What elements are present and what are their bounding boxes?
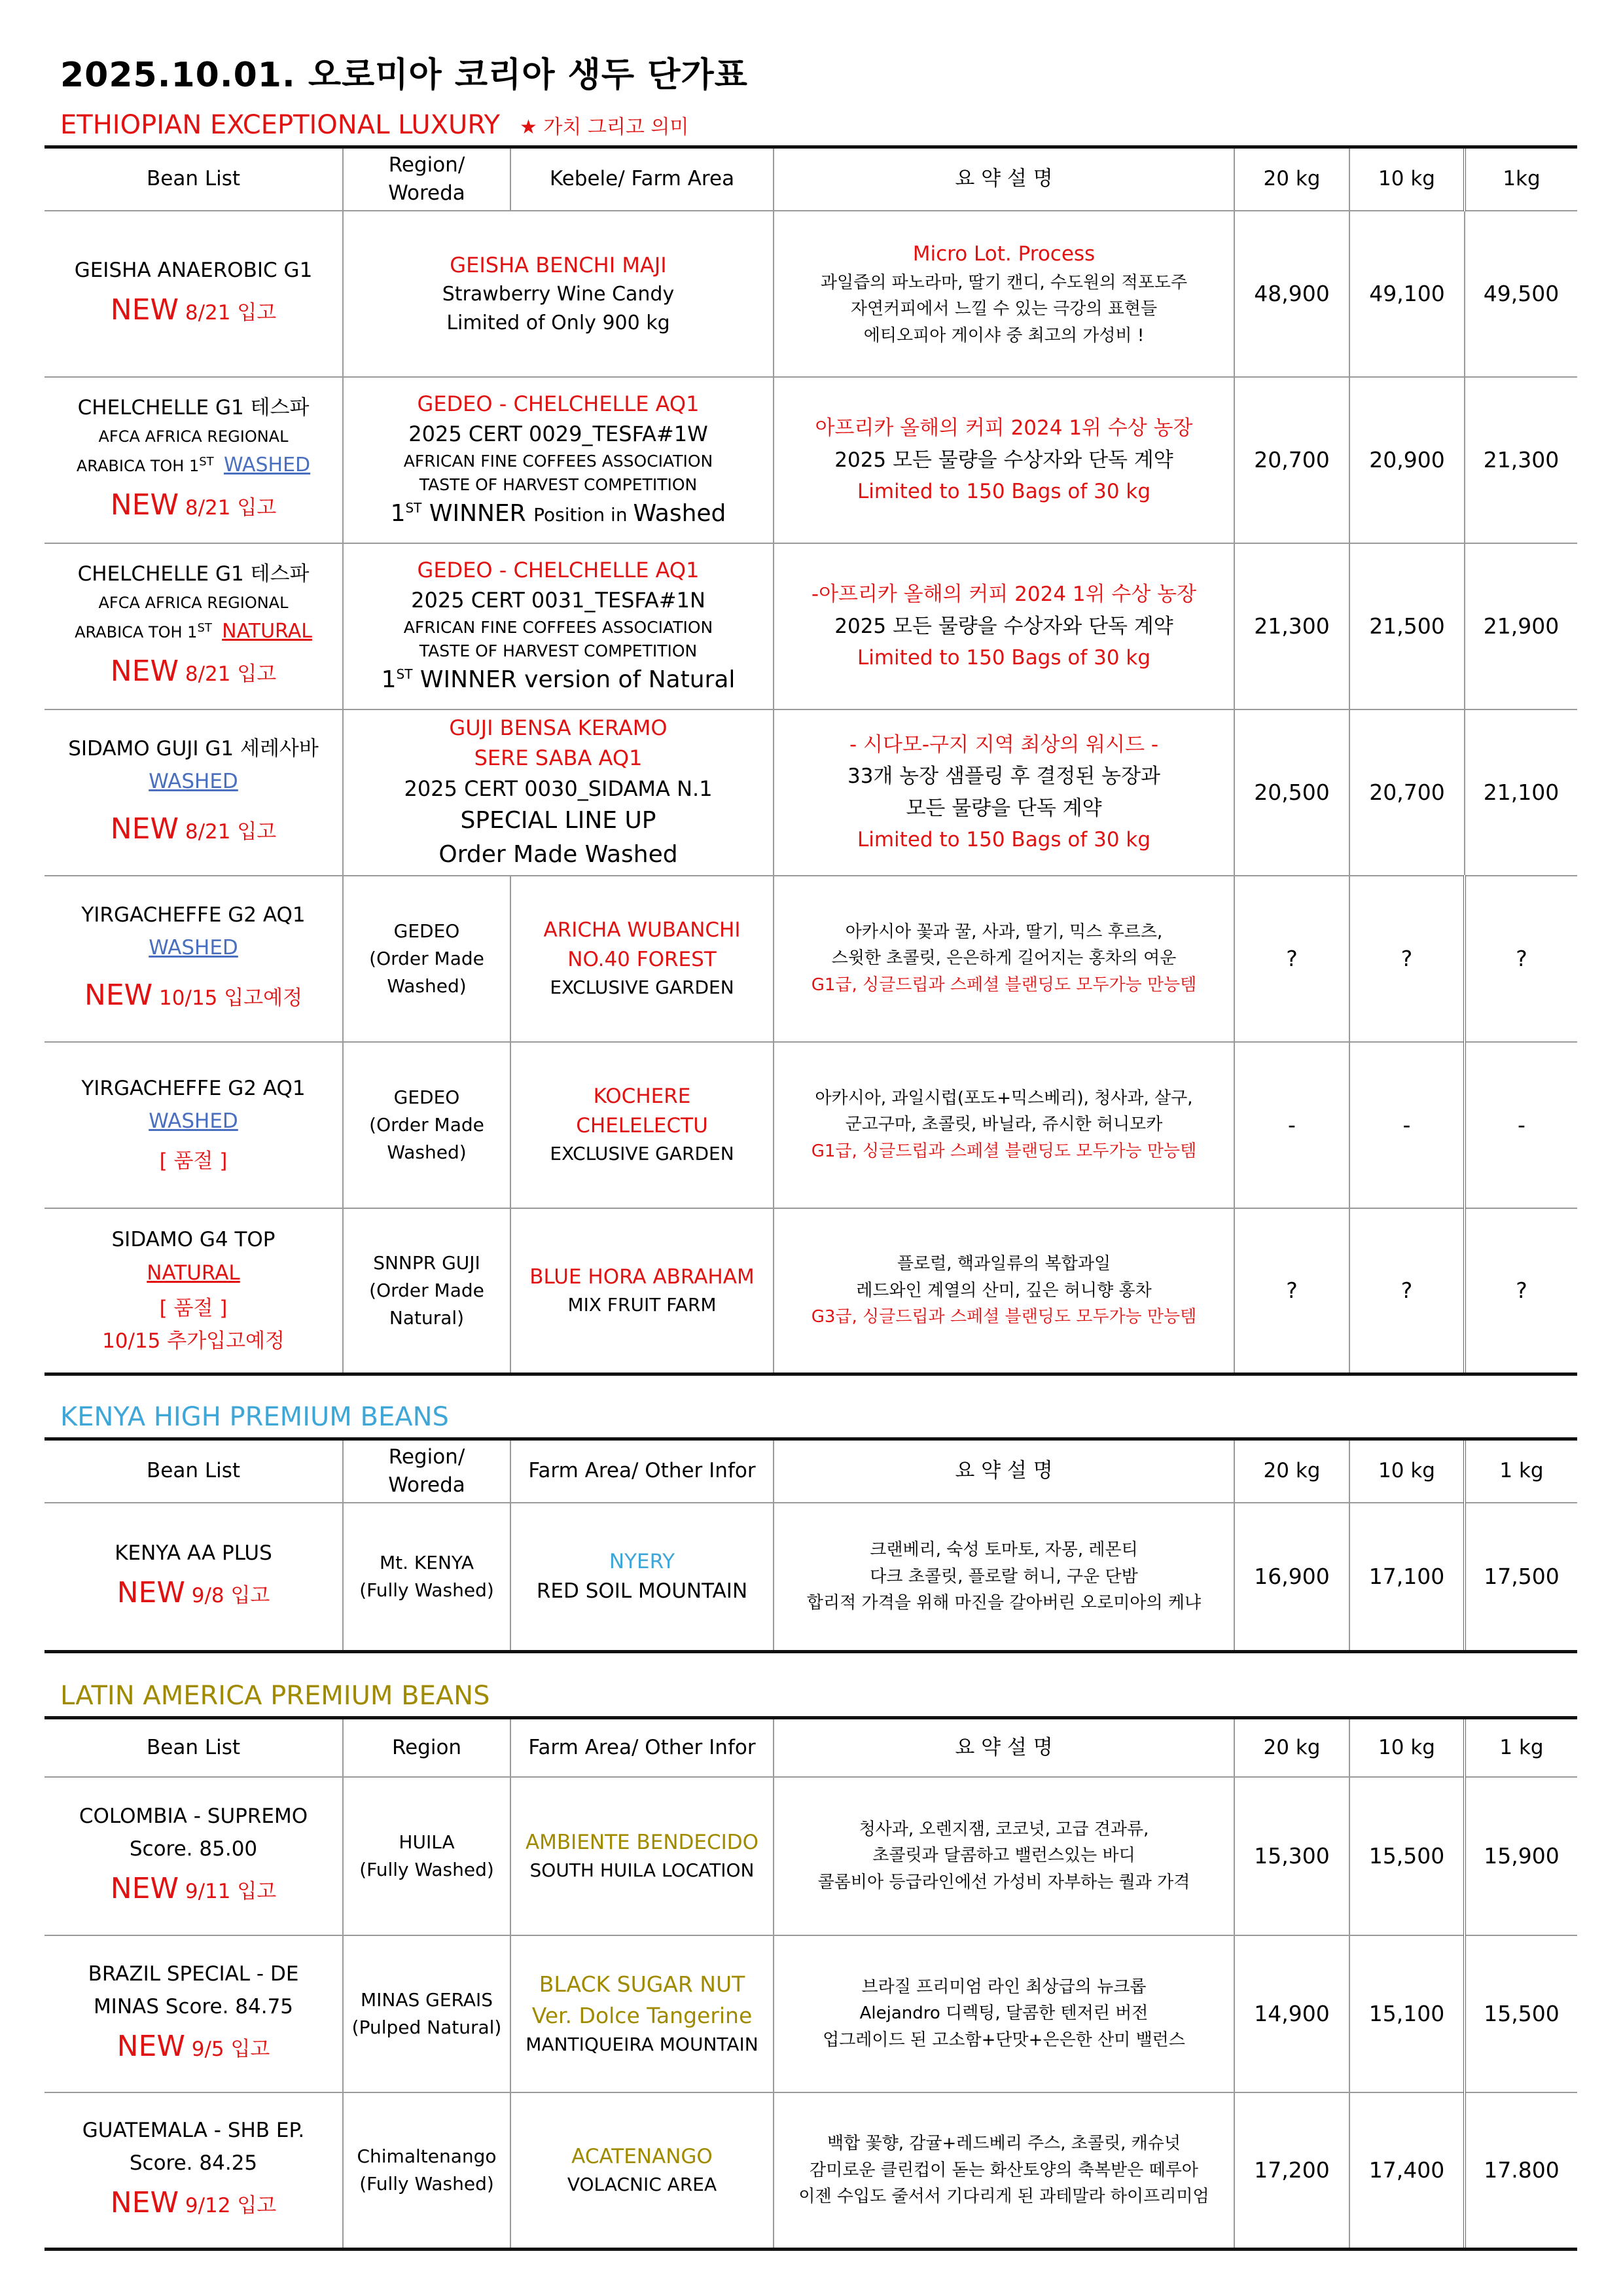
new-badge: NEW — [110, 654, 179, 688]
col-header-region: Region — [343, 1718, 510, 1777]
price-20kg: 14,900 — [1234, 1935, 1349, 2092]
price-1kg: 21,900 — [1465, 543, 1577, 709]
bean-cell: BRAZIL SPECIAL - DE MINAS Score. 84.75 NEW 9/5 입고 — [45, 1935, 343, 2092]
table-row — [45, 2092, 1577, 2250]
col-header-farm: Farm Area/ Other Infor — [510, 1439, 774, 1503]
table-row — [45, 1208, 1577, 1374]
new-badge: NEW — [84, 978, 153, 1013]
col-header-10kg: 10 kg — [1349, 1439, 1465, 1503]
bean-cell: CHELCHELLE G1 테스파 AFCA AFRICA REGIONAL ARABICA TOH 1ST NATURAL NEW 8/21 입고 — [45, 543, 343, 709]
col-header-desc: 요 약 설 명 — [774, 147, 1234, 211]
price-1kg: 17,500 — [1465, 1503, 1577, 1652]
price-1kg: - — [1465, 1042, 1577, 1208]
price-1kg: ? — [1465, 1208, 1577, 1374]
table-row — [45, 876, 1577, 1042]
farm-cell: BLACK SUGAR NUT Ver. Dolce Tangerine MANTIQUEIRA MOUNTAIN — [510, 1935, 774, 2092]
table-row — [45, 377, 1577, 543]
farm-cell: AMBIENTE BENDECIDO SOUTH HUILA LOCATION — [510, 1777, 774, 1935]
description-cell: 아프리카 올해의 커피 2024 1위 수상 농장 2025 모든 물량을 수상자와 단독 계약 Limited to 150 Bags of 30 kg — [774, 377, 1234, 543]
farm-cell: ACATENANGO VOLACNIC AREA — [510, 2092, 774, 2250]
new-badge: NEW — [110, 1872, 179, 1906]
price-20kg: 21,300 — [1234, 543, 1349, 709]
col-header-20kg: 20 kg — [1234, 147, 1349, 211]
new-badge: NEW — [116, 2030, 185, 2064]
region-cell: MINAS GERAIS (Pulped Natural) — [343, 1935, 510, 2092]
bean-cell: SIDAMO GUJI G1 세레사바 WASHED NEW 8/21 입고 — [45, 709, 343, 876]
col-header-1kg: 1 kg — [1465, 1439, 1577, 1503]
price-20kg: 17,200 — [1234, 2092, 1349, 2250]
col-header-bean: Bean List — [45, 147, 343, 211]
price-10kg: ? — [1349, 1208, 1465, 1374]
arrival-date: 8/21 입고 — [185, 301, 277, 325]
price-1kg: 15,500 — [1465, 1935, 1577, 2092]
price-20kg: - — [1234, 1042, 1349, 1208]
arrival-date: 8/21 입고 — [185, 662, 277, 686]
new-badge: NEW — [116, 1576, 185, 1610]
price-1kg: 21,100 — [1465, 709, 1577, 876]
price-10kg: ? — [1349, 876, 1465, 1042]
price-10kg: 20,900 — [1349, 377, 1465, 543]
arrival-date: 9/8 입고 — [191, 1584, 270, 1608]
table-header-row — [45, 147, 1577, 211]
col-header-region: Region/ Woreda — [343, 1439, 510, 1503]
soldout-badge: [ 품절 ] — [159, 1149, 228, 1173]
description-cell: -아프리카 올해의 커피 2024 1위 수상 농장 2025 모든 물량을 수상자와 단독 계약 Limited to 150 Bags of 30 kg — [774, 543, 1234, 709]
new-badge: NEW — [110, 293, 179, 327]
bean-cell: GEISHA ANAEROBIC G1 NEW 8/21 입고 — [45, 211, 343, 377]
region-cell: SNNPR GUJI (Order Made Natural) — [343, 1208, 510, 1374]
col-header-20kg: 20 kg — [1234, 1439, 1349, 1503]
price-10kg: 17,400 — [1349, 2092, 1465, 2250]
section-kenya-title: KENYA HIGH PREMIUM BEANS — [60, 1402, 449, 1432]
region-cell: GEDEO (Order Made Washed) — [343, 876, 510, 1042]
table-row — [45, 543, 1577, 709]
soldout-badge: [ 품절 ] — [159, 1296, 228, 1320]
col-header-1kg: 1kg — [1465, 147, 1577, 211]
new-badge: NEW — [110, 488, 179, 522]
bean-cell: GUATEMALA - SHB EP. Score. 84.25 NEW 9/12 입고 — [45, 2092, 343, 2250]
table-row — [45, 211, 1577, 377]
ethiopia-price-table — [45, 145, 1577, 1376]
document-title: 2025.10.01. 오로미아 코리아 생두 단가표 — [60, 56, 748, 95]
col-header-1kg: 1 kg — [1465, 1718, 1577, 1777]
price-10kg: 49,100 — [1349, 211, 1465, 377]
col-header-10kg: 10 kg — [1349, 147, 1465, 211]
price-20kg: ? — [1234, 876, 1349, 1042]
col-header-bean: Bean List — [45, 1718, 343, 1777]
table-header-row — [45, 1439, 1577, 1503]
process-label: WASHED — [149, 935, 238, 960]
table-row — [45, 1042, 1577, 1208]
table-row — [45, 1503, 1577, 1652]
col-header-10kg: 10 kg — [1349, 1718, 1465, 1777]
region-cell: Chimaltenango (Fully Washed) — [343, 2092, 510, 2250]
description-cell: 플로럴, 핵과일류의 복합과일 레드와인 계열의 산미, 깊은 허니향 홍차 G3급, 싱글드립과 스페셜 블랜딩도 모두가능 만능템 — [774, 1208, 1234, 1374]
description-cell: 백합 꽃향, 감귤+레드베리 주스, 초콜릿, 캐슈넛 감미로운 클린컵이 돋는 화산토양의 축복받은 떼루아 이젠 수입도 줄서서 기다리게 된 과테말라 하이프리미엄 — [774, 2092, 1234, 2250]
latin-price-table — [45, 1716, 1577, 2251]
price-10kg: 15,100 — [1349, 1935, 1465, 2092]
new-badge: NEW — [110, 812, 179, 846]
region-cell: HUILA (Fully Washed) — [343, 1777, 510, 1935]
arrival-date: 10/15 입고예정 — [159, 986, 303, 1011]
description-cell: 청사과, 오렌지잼, 코코넛, 고급 견과류, 초콜릿과 달콤하고 밸런스있는 바디 콜롬비아 등급라인에선 가성비 자부하는 퀄과 가격 — [774, 1777, 1234, 1935]
description-cell: Micro Lot. Process 과일즙의 파노라마, 딸기 캔디, 수도원의 적포도주 자연커피에서 느낄 수 있는 극강의 표현들 에티오피아 게이샤 중 최고의 가성비 ! — [774, 211, 1234, 377]
bean-cell: CHELCHELLE G1 테스파 AFCA AFRICA REGIONAL ARABICA TOH 1ST WASHED NEW 8/21 입고 — [45, 377, 343, 543]
col-header-desc: 요 약 설 명 — [774, 1718, 1234, 1777]
kenya-price-table — [45, 1437, 1577, 1653]
price-20kg: 48,900 — [1234, 211, 1349, 377]
col-header-farm: Farm Area/ Other Infor — [510, 1718, 774, 1777]
table-row — [45, 1935, 1577, 2092]
price-10kg: 17,100 — [1349, 1503, 1465, 1652]
price-10kg: 20,700 — [1349, 709, 1465, 876]
bean-cell: SIDAMO G4 TOP NATURAL [ 품절 ] 10/15 추가입고예정 — [45, 1208, 343, 1374]
price-20kg: ? — [1234, 1208, 1349, 1374]
price-1kg: 21,300 — [1465, 377, 1577, 543]
price-10kg: - — [1349, 1042, 1465, 1208]
section-latin-title: LATIN AMERICA PREMIUM BEANS — [60, 1681, 490, 1711]
price-10kg: 21,500 — [1349, 543, 1465, 709]
farm-cell: GUJI BENSA KERAMO SERE SABA AQ1 2025 CERT 0030_SIDAMA N.1 SPECIAL LINE UP Order Made Washed — [343, 709, 774, 876]
arrival-date: 9/11 입고 — [185, 1880, 277, 1904]
section-ethiopia-title — [60, 110, 688, 140]
col-header-region: Region/ Woreda — [343, 147, 510, 211]
table-header-row — [45, 1718, 1577, 1777]
col-header-bean: Bean List — [45, 1439, 343, 1503]
farm-cell: KOCHERE CHELELECTU EXCLUSIVE GARDEN — [510, 1042, 774, 1208]
arrival-date: 9/12 입고 — [185, 2194, 277, 2218]
col-header-farm: Kebele/ Farm Area — [510, 147, 774, 211]
arrival-date: 8/21 입고 — [185, 820, 277, 844]
description-cell: 아카시아, 과일시럽(포도+믹스베리), 청사과, 살구, 군고구마, 초콜릿, 바닐라, 쥬시한 허니모카 G1급, 싱글드립과 스페셜 블랜딩도 모두가능 만능템 — [774, 1042, 1234, 1208]
price-20kg: 15,300 — [1234, 1777, 1349, 1935]
farm-cell: GEISHA BENCHI MAJI Strawberry Wine Candy Limited of Only 900 kg — [343, 211, 774, 377]
price-20kg: 20,500 — [1234, 709, 1349, 876]
description-cell: - 시다모-구지 지역 최상의 워시드 - 33개 농장 샘플링 후 결정된 농장과 모든 물량을 단독 계약 Limited to 150 Bags of 30 kg — [774, 709, 1234, 876]
description-cell: 아카시아 꽃과 꿀, 사과, 딸기, 믹스 후르츠, 스윗한 초콜릿, 은은하게 길어지는 홍차의 여운 G1급, 싱글드립과 스페셜 블랜딩도 모두가능 만능템 — [774, 876, 1234, 1042]
process-label: NATURAL — [222, 620, 312, 643]
restock-note: 10/15 추가입고예정 — [102, 1329, 285, 1353]
region-cell: Mt. KENYA (Fully Washed) — [343, 1503, 510, 1652]
process-label: WASHED — [149, 1109, 238, 1134]
section-subtitle: ★ 가치 그리고 의미 — [520, 116, 689, 139]
process-label: NATURAL — [147, 1261, 240, 1285]
price-20kg: 20,700 — [1234, 377, 1349, 543]
farm-cell: GEDEO - CHELCHELLE AQ1 2025 CERT 0029_TESFA#1W AFRICAN FINE COFFEES ASSOCIATION TASTE OF HARVEST COMPETITION 1ST WINNER Position in Washed — [343, 377, 774, 543]
section-title-text: ETHIOPIAN EXCEPTIONAL LUXURY — [60, 110, 500, 140]
arrival-date: 9/5 입고 — [191, 2037, 270, 2062]
region-cell: GEDEO (Order Made Washed) — [343, 1042, 510, 1208]
col-header-20kg: 20 kg — [1234, 1718, 1349, 1777]
price-1kg: 15,900 — [1465, 1777, 1577, 1935]
arrival-date: 8/21 입고 — [185, 495, 277, 520]
process-label: WASHED — [149, 769, 238, 793]
process-label: WASHED — [223, 454, 311, 477]
description-cell: 크랜베리, 숙성 토마토, 자몽, 레몬티 다크 초콜릿, 플로랄 허니, 구운 단밤 합리적 가격을 위해 마진을 갈아버린 오로미아의 케냐 — [774, 1503, 1234, 1652]
description-cell: 브라질 프리미엄 라인 최상급의 뉴크롭 Alejandro 디렉팅, 달콤한 텐저린 버전 업그레이드 된 고소함+단맛+은은한 산미 밸런스 — [774, 1935, 1234, 2092]
table-row — [45, 1777, 1577, 1935]
new-badge: NEW — [110, 2186, 179, 2220]
farm-cell: GEDEO - CHELCHELLE AQ1 2025 CERT 0031_TESFA#1N AFRICAN FINE COFFEES ASSOCIATION TASTE OF HARVEST COMPETITION 1ST WINNER version of Natural — [343, 543, 774, 709]
farm-cell: NYERY RED SOIL MOUNTAIN — [510, 1503, 774, 1652]
bean-cell: COLOMBIA - SUPREMO Score. 85.00 NEW 9/11 입고 — [45, 1777, 343, 1935]
col-header-desc: 요 약 설 명 — [774, 1439, 1234, 1503]
price-1kg: 49,500 — [1465, 211, 1577, 377]
price-20kg: 16,900 — [1234, 1503, 1349, 1652]
farm-cell: ARICHA WUBANCHI NO.40 FOREST EXCLUSIVE GARDEN — [510, 876, 774, 1042]
table-row — [45, 709, 1577, 876]
bean-cell: YIRGACHEFFE G2 AQ1 WASHED [ 품절 ] — [45, 1042, 343, 1208]
price-1kg: 17.800 — [1465, 2092, 1577, 2250]
price-10kg: 15,500 — [1349, 1777, 1465, 1935]
bean-cell: KENYA AA PLUS NEW 9/8 입고 — [45, 1503, 343, 1652]
farm-cell: BLUE HORA ABRAHAM MIX FRUIT FARM — [510, 1208, 774, 1374]
price-1kg: ? — [1465, 876, 1577, 1042]
bean-cell: YIRGACHEFFE G2 AQ1 WASHED NEW 10/15 입고예정 — [45, 876, 343, 1042]
